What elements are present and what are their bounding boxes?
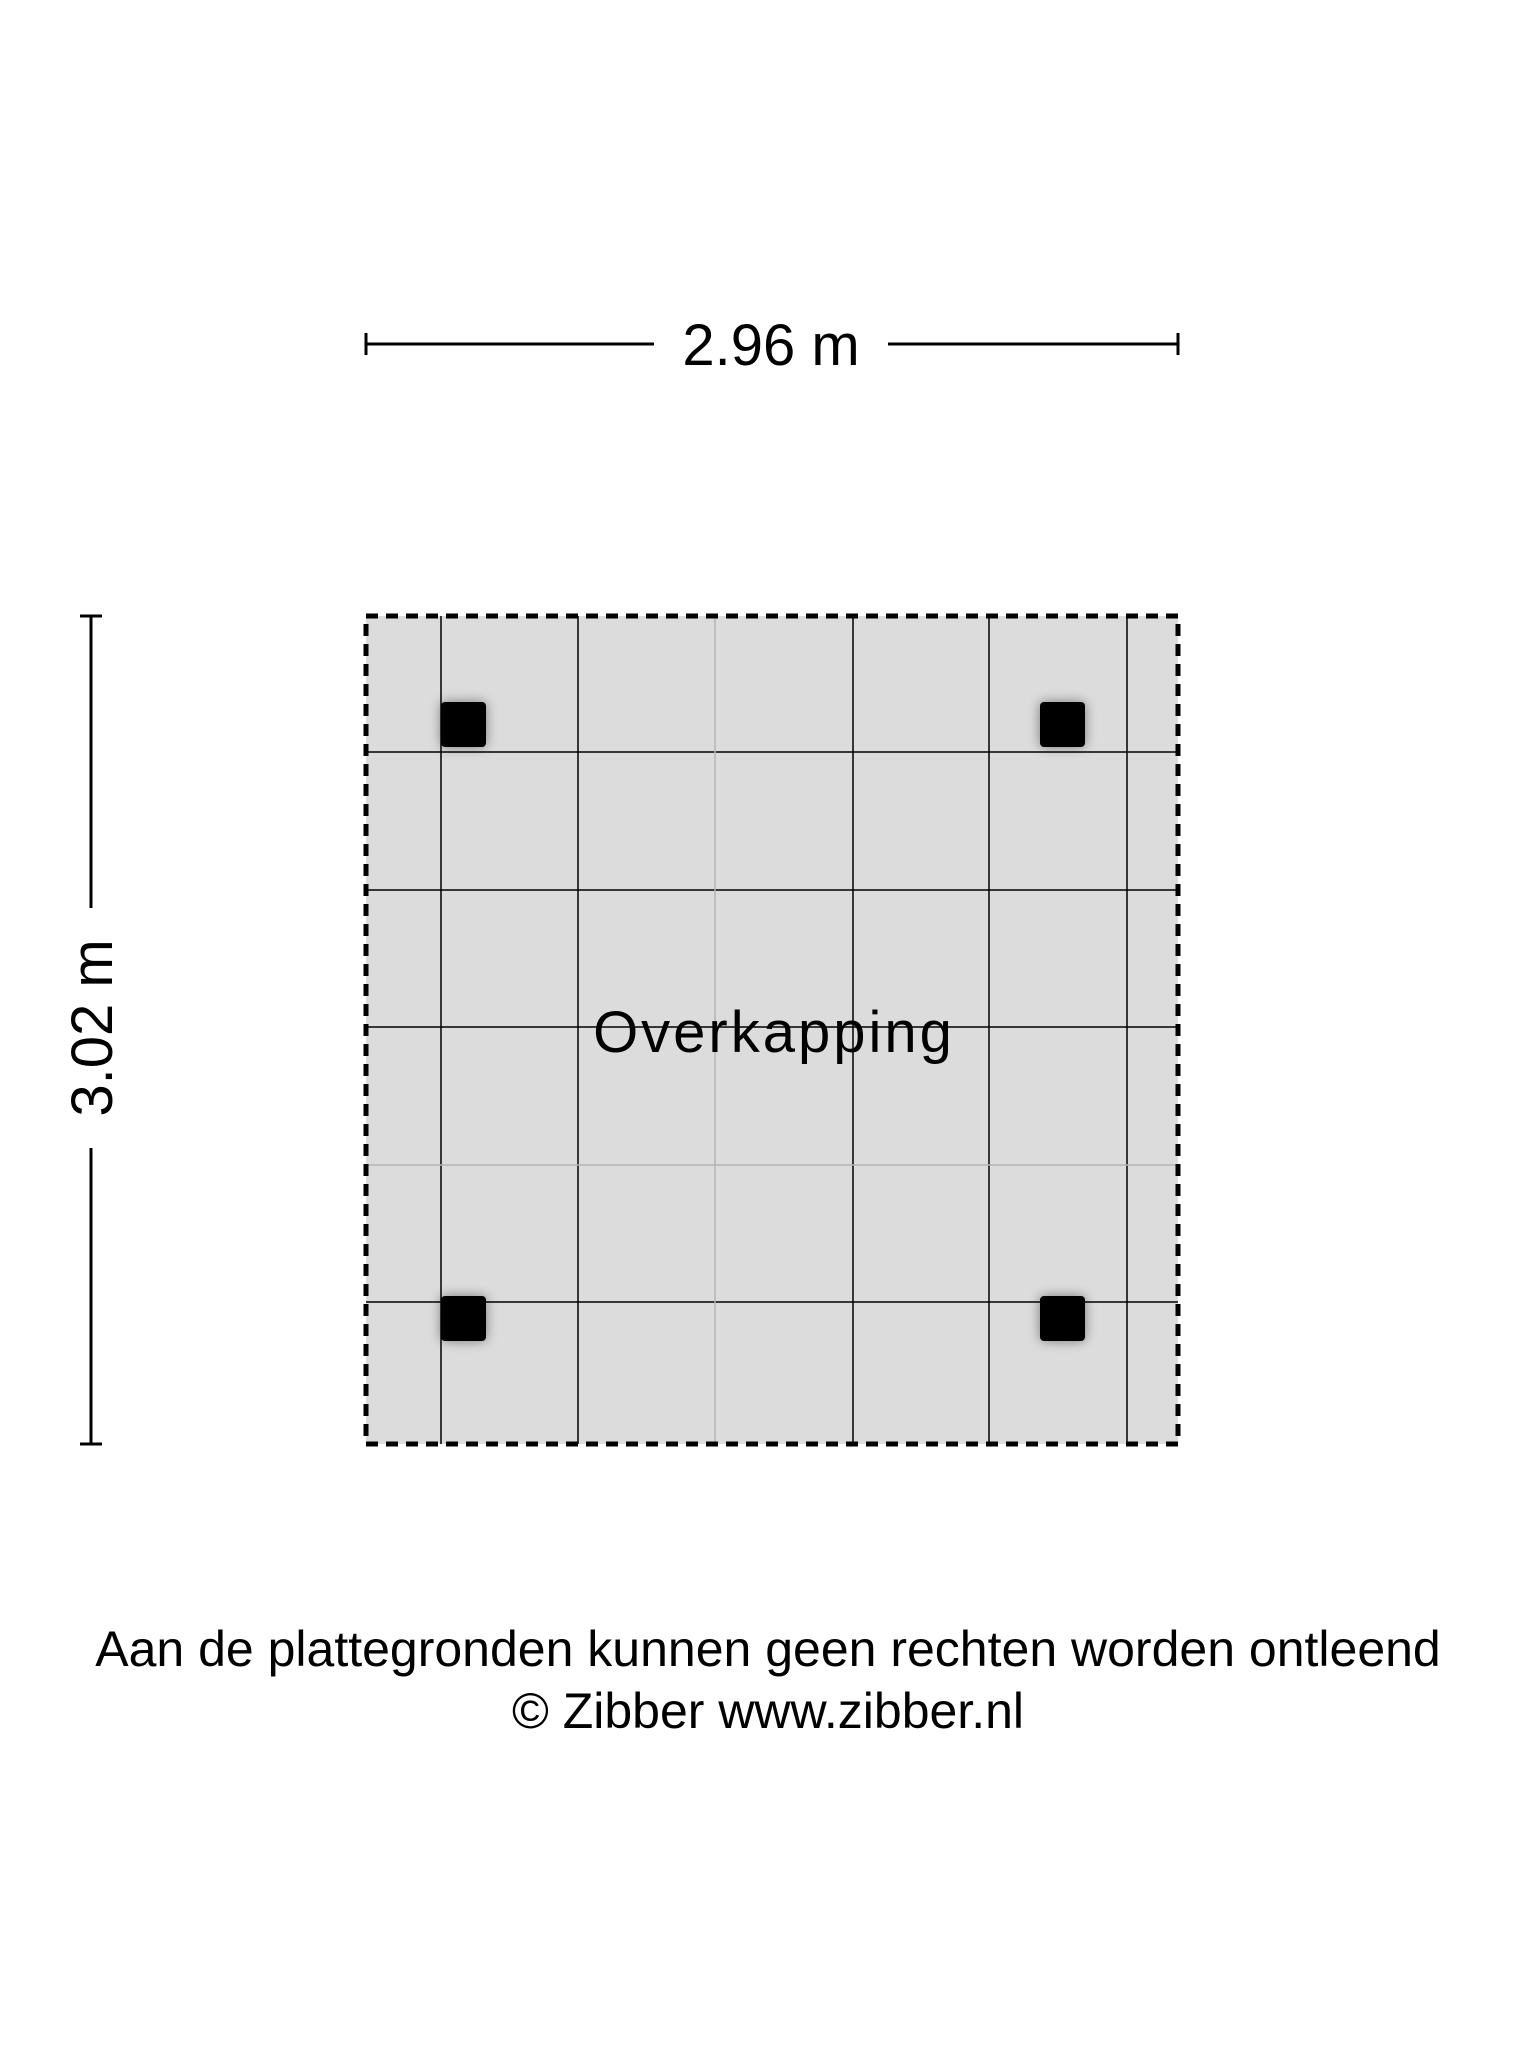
- disclaimer-text: Aan de plattegronden kunnen geen rechten worden ontleend: [95, 1621, 1441, 1677]
- room-label: Overkapping: [593, 1000, 955, 1065]
- copyright-text: © Zibber www.zibber.nl: [511, 1683, 1025, 1739]
- post-bottom-left: [441, 1296, 486, 1341]
- post-top-left: [441, 702, 486, 747]
- width-dimension-label: 2.96 m: [682, 313, 860, 378]
- post-bottom-right: [1040, 1296, 1085, 1341]
- height-dimension-label: 3.02 m: [60, 939, 125, 1117]
- post-top-right: [1040, 702, 1085, 747]
- width-dimension: [366, 313, 1178, 378]
- room-overkapping: [366, 616, 1178, 1444]
- height-dimension: [60, 616, 125, 1444]
